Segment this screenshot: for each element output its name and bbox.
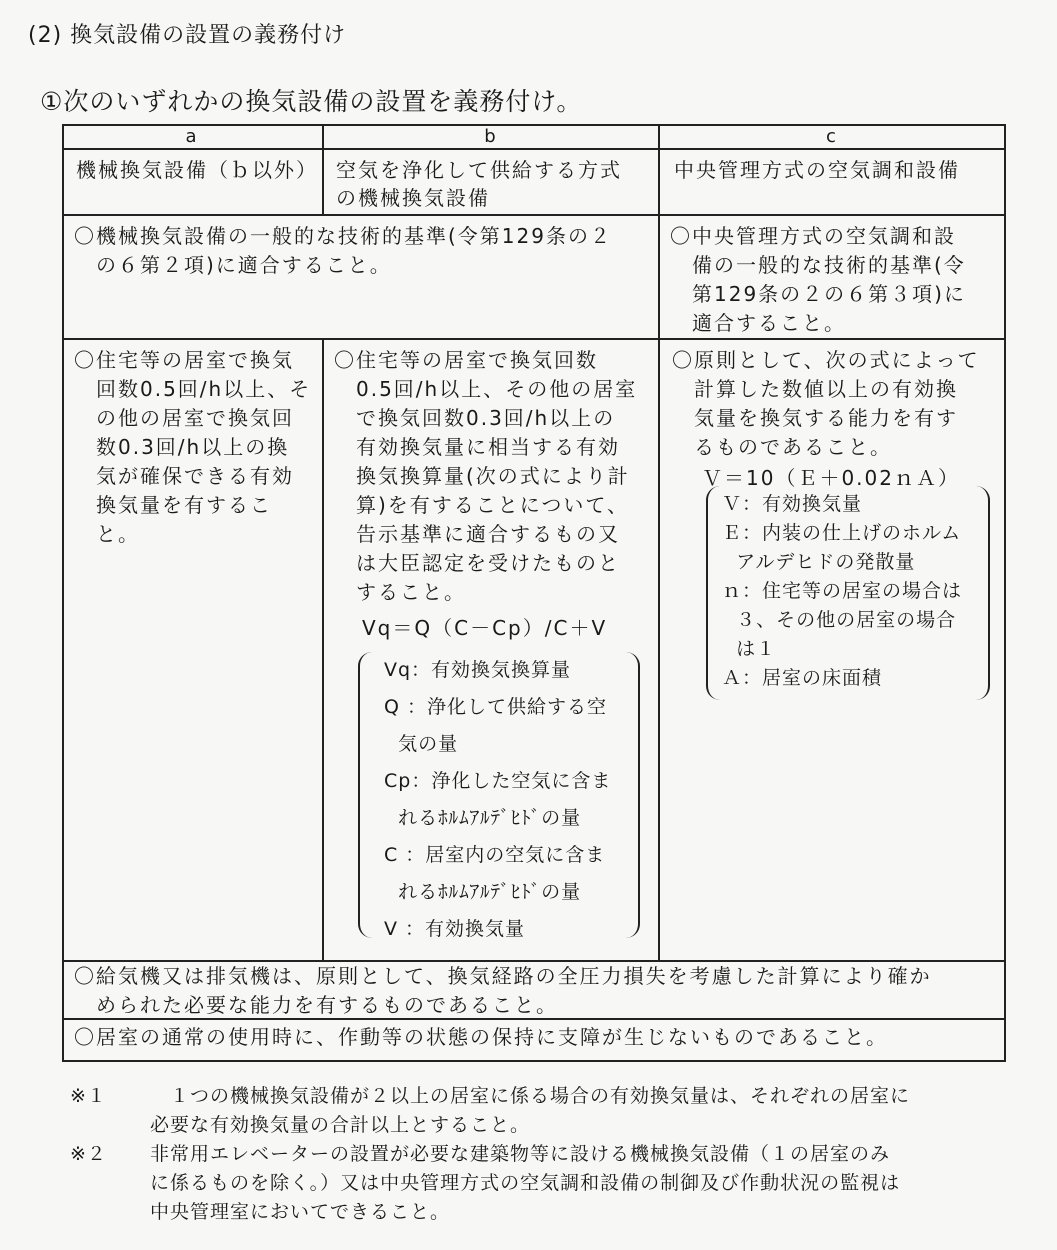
footnote-mark: ※２ [70,1143,107,1165]
footnote-text: １つの機械換気設備が２以上の居室に係る場合の有効換気量は、それぞれの居室に 必要な有効換気量の合計以上とすること。 [150,1085,911,1136]
footnote [70,1082,1020,1140]
c-definition-line: ３、その他の居室の場合 [722,609,957,631]
row1-ab-text: 〇機械換気設備の一般的な技術的基準(令第129条の２ の６第２項)に適合すること。 [74,224,612,277]
table-rule-types [62,214,1006,216]
b-definition-line: V ：有効換気量 [384,918,526,940]
row4-text: 〇居室の通常の使用時に、作動等の状態の保持に支障が生じないものであること。 [74,1025,888,1049]
b-definition-line: 気の量 [384,733,459,755]
table-rule-header [62,148,1006,150]
row2-b-definitions [358,652,640,938]
row2-b-text: 〇住宅等の居室で換気回数 0.5回/h以上、その他の居室 で換気回数0.3回/h以上の 有効換気量に相当する有効 換気換算量(次の式により計 算)を有することについて、 告示基準に適合するもの又 は大臣認定を受けたものと すること。 [334,348,638,604]
header-b: b [484,126,498,147]
b-definition-line: れるﾎﾙﾑｱﾙﾃﾞﾋﾄﾞの量 [384,881,582,903]
b-definition-line: れるﾎﾙﾑｱﾙﾃﾞﾋﾄﾞの量 [384,807,582,829]
table-border-right [1004,124,1006,1062]
table-rule-row1 [62,338,1006,340]
type-c: 中央管理方式の空気調和設備 [674,158,960,182]
type-b: 空気を浄化して供給する方式 の機械換気設備 [336,158,622,210]
footnotes [70,1082,1020,1227]
table-col-divider-ab [322,338,324,960]
row2-c-text: 〇原則として、次の式によって 計算した数値以上の有効換 気量を換気する能力を有す るものであること。 [672,348,980,459]
table-col-divider-bc [658,124,660,960]
c-definition-line: アルデヒドの発散量 [722,551,916,573]
table-border-bottom [62,1060,1006,1062]
row2-a-text: 〇住宅等の居室で換気 回数0.5回/h以上、そ の他の居室で換気回 数0.3回/h以上の換 気が確保できる有効 換気量を有するこ と。 [74,348,312,546]
c-definition-line: ｎ：住宅等の居室の場合は [722,580,963,602]
table-border-left [62,124,64,1062]
header-a: a [185,126,199,147]
row2-c-formula: Ｖ＝10（Ｅ＋0.02ｎＡ） [702,466,960,490]
c-definition-line: Ｖ：有効換気量 [722,493,863,515]
c-definition-line: Ｅ：内装の仕上げのホルム [722,522,962,544]
type-a: 機械換気設備（ｂ以外） [76,158,318,182]
footnote-text: 非常用エレベーターの設置が必要な建築物等に設ける機械換気設備（１の居室のみ に係るものを除く。）又は中央管理方式の空気調和設備の制御及び作動状況の監視は 中央管理室においてできること。 [150,1143,901,1223]
c-definition-line: は１ [722,638,777,660]
header-c: c [826,126,838,147]
row2-b-formula: Vq＝Q（C－Cp）/C＋V [362,616,608,640]
row3-text: 〇給気機又は排気機は、原則として、換気経路の全圧力損失を考慮した計算により確か められた必要な能力を有するものであること。 [74,964,932,1017]
footnote-mark: ※１ [70,1085,107,1107]
row1-c-text: 〇中央管理方式の空気調和設 備の一般的な技術的基準(令 第129条の２の６第３項)に 適合すること。 [670,224,966,335]
b-definition-line: Cp：浄化した空気に含ま [384,770,612,792]
b-definition-line: Vq：有効換気換算量 [384,659,572,681]
c-definition-line: Ａ：居室の床面積 [722,667,883,689]
requirements-table [62,124,1006,1062]
footnote [70,1140,1020,1227]
b-definition-line: Q ：浄化して供給する空 [384,696,607,718]
b-definition-line: C ：居室内の空気に含ま [384,844,606,866]
subtitle: ①次のいずれかの換気設備の設置を義務付け。 [40,87,583,116]
section-title: (2) 換気設備の設置の義務付け [28,23,347,48]
row2-c-definitions [706,486,990,700]
